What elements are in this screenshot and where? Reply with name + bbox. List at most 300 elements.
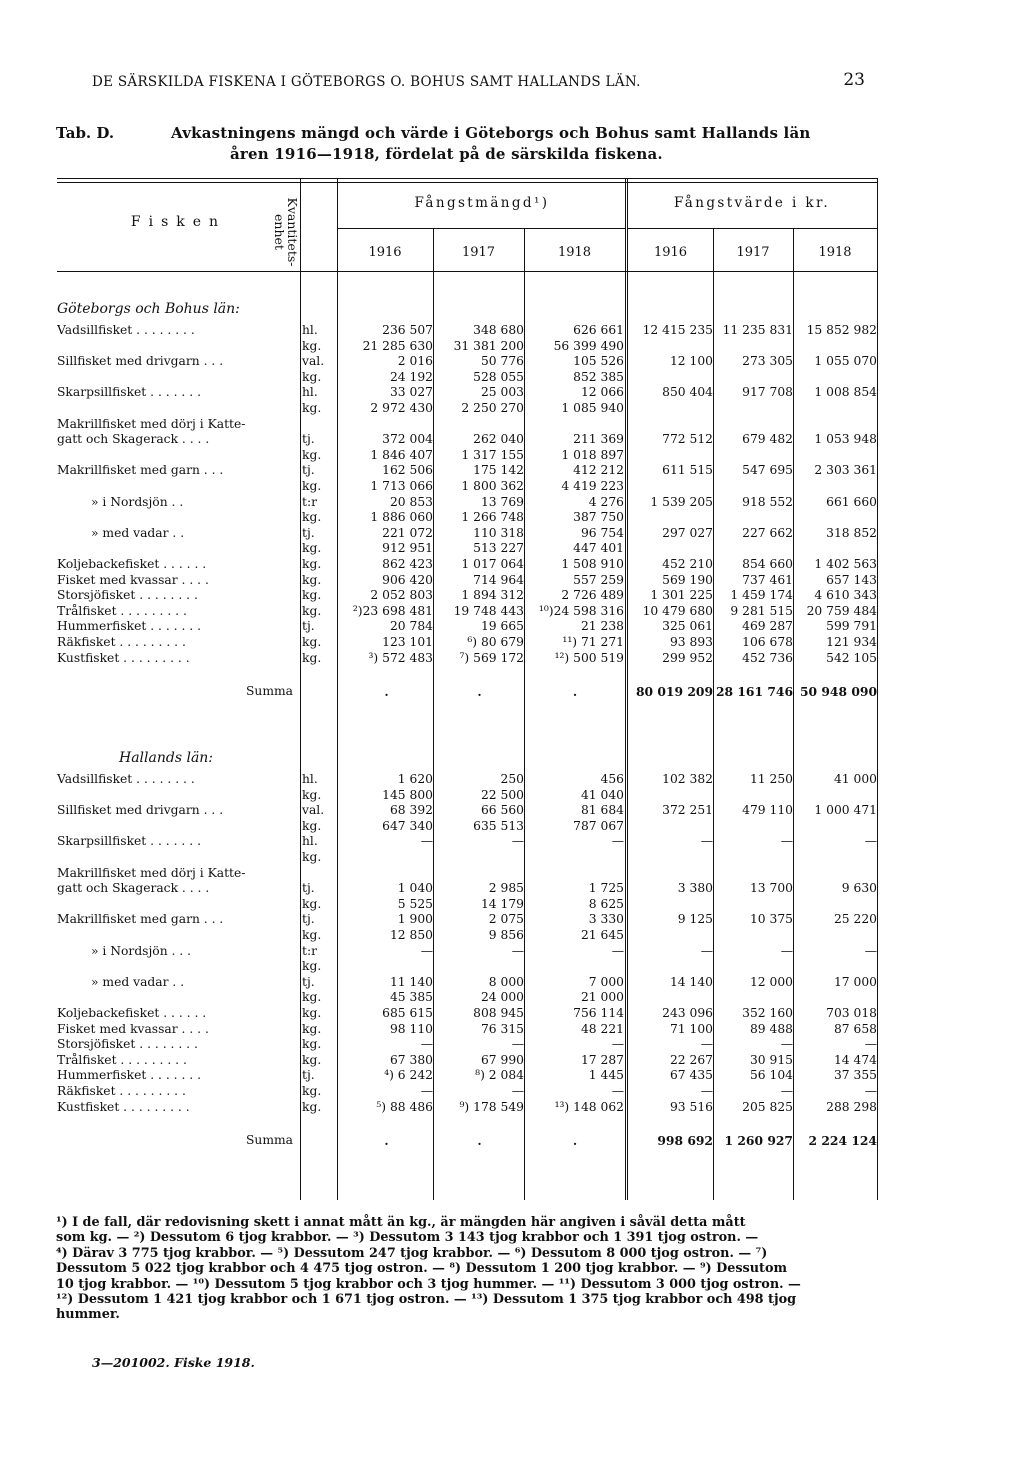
quantity-cell: 45 385 <box>389 990 433 1005</box>
value-cell: 89 488 <box>749 1021 793 1036</box>
summa-quantity-cell: . <box>477 1133 482 1149</box>
row-unit: val. <box>302 354 325 369</box>
value-cell: 4 610 343 <box>814 588 877 603</box>
quantity-cell: — <box>611 1084 624 1098</box>
value-cell: 14 140 <box>669 974 713 989</box>
quantity-cell: 1 508 910 <box>561 557 624 571</box>
quantity-cell: 262 040 <box>473 432 524 447</box>
value-cell: 10 479 680 <box>642 603 713 618</box>
value-cell: 1 539 205 <box>650 494 713 509</box>
quantity-cell: 756 114 <box>573 1006 624 1020</box>
quantity-cell: 9 856 <box>488 928 524 942</box>
footnote-line: ¹) I de fall, där redovisning skett i annat mått än kg., är mängden här angiven i såväl detta mått <box>56 1215 746 1230</box>
value-cell: 121 934 <box>826 635 877 649</box>
year-header: 1916 <box>653 245 688 260</box>
quantity-cell: 21 645 <box>580 928 624 942</box>
column-divider <box>433 228 434 1200</box>
value-cell: 288 298 <box>826 1099 877 1114</box>
row-unit: kg. <box>302 401 322 415</box>
quantity-cell: — <box>420 943 433 958</box>
quantity-cell: 1 846 407 <box>370 447 433 462</box>
quantity-cell: 7 000 <box>588 974 624 989</box>
quantity-cell: 1 085 940 <box>561 401 624 415</box>
quantity-cell: 21 238 <box>580 619 624 634</box>
table-label: Tab. D. <box>56 124 115 142</box>
value-cell: 106 678 <box>742 635 793 649</box>
row-label: Skarpsillfisket . . . . . . . <box>57 385 201 400</box>
row-unit: kg. <box>302 850 322 864</box>
row-unit: hl. <box>302 834 318 849</box>
row-label: Makrillfisket med dörj i Katte- <box>57 865 246 880</box>
value-cell: 10 375 <box>749 912 793 927</box>
quantity-cell: ³) 572 483 <box>368 650 433 665</box>
year-header: 1918 <box>557 245 592 260</box>
year-header: 1917 <box>736 245 770 260</box>
column-divider <box>524 228 525 1200</box>
row-unit: tj. <box>302 432 315 447</box>
quantity-cell: 98 110 <box>389 1021 433 1036</box>
quantity-cell: 13 769 <box>480 494 524 509</box>
row-label: Skarpsillfisket . . . . . . . <box>57 834 201 849</box>
row-label: Sillfisket med drivgarn . . . <box>57 354 224 369</box>
row-unit: kg. <box>302 447 322 462</box>
quantity-cell: 4 276 <box>588 494 624 509</box>
quantity-cell: 2 726 489 <box>561 588 624 603</box>
summa-value-cell: 1 260 927 <box>724 1133 793 1149</box>
row-unit: tj. <box>302 912 315 927</box>
year-header: 1916 <box>368 245 402 260</box>
quantity-cell: 447 401 <box>573 541 624 556</box>
row-label: » i Nordsjön . . . <box>91 943 192 958</box>
value-cell: 542 105 <box>826 650 877 665</box>
quantity-cell: 250 <box>500 772 524 786</box>
printer-imprint: 3—201002. Fiske 1918. <box>92 1355 255 1370</box>
row-label: Kustfisket . . . . . . . . . <box>57 650 190 665</box>
row-unit: tj. <box>302 881 315 896</box>
statistics-table <box>57 178 877 1200</box>
value-cell: 325 061 <box>662 619 713 634</box>
value-cell: 12 100 <box>669 354 713 369</box>
quantity-cell: 1 266 748 <box>461 510 524 525</box>
value-cell: 102 382 <box>662 772 713 786</box>
value-cell: 297 027 <box>662 525 713 540</box>
value-cell: — <box>700 834 713 849</box>
row-unit: tj. <box>302 619 315 634</box>
quantity-cell: 528 055 <box>473 369 524 384</box>
value-cell: 71 100 <box>669 1021 713 1036</box>
footnote-line: 10 tjog krabbor. — ¹⁰) Dessutom 5 tjog krabbor och 3 tjog hummer. — ¹¹) Dessutom 3 000 tjog ostron. — <box>56 1276 801 1292</box>
quantity-cell: ¹¹) 71 271 <box>562 635 624 649</box>
quantity-cell: 20 853 <box>389 494 433 509</box>
row-unit: hl. <box>302 385 318 400</box>
section-heading: Hallands län: <box>119 750 214 766</box>
footnotes <box>56 1215 886 1323</box>
quantity-cell: ¹⁰)24 598 316 <box>538 603 624 618</box>
value-cell: 1 000 471 <box>814 803 877 818</box>
quantity-cell: 2 075 <box>488 912 524 927</box>
value-cell: 67 435 <box>669 1068 713 1083</box>
quantity-cell: ⁷) 569 172 <box>459 650 524 665</box>
quantity-cell: ⁵) 88 486 <box>376 1099 433 1114</box>
value-cell: 1 402 563 <box>814 557 877 571</box>
table-top-rule-inner <box>57 182 877 183</box>
quantity-cell: 1 620 <box>397 772 433 786</box>
footnote-line: ⁴) Därav 3 775 tjog krabbor. — ⁵) Dessutom 247 tjog krabbor. — ⁶) Dessutom 8 000 tjog ostron. — ⁷) <box>56 1245 768 1261</box>
quantity-cell: 12 850 <box>389 928 433 942</box>
quantity-cell: 68 392 <box>389 803 433 818</box>
quantity-cell: — <box>511 1084 524 1098</box>
footnote-line: hummer. <box>56 1307 120 1323</box>
quantity-cell: 221 072 <box>382 525 433 540</box>
row-unit: kg. <box>302 369 322 384</box>
row-label: gatt och Skagerack . . . . <box>57 432 210 447</box>
row-unit: kg. <box>302 928 322 942</box>
quantity-cell: 66 560 <box>480 803 524 818</box>
row-label: Makrillfisket med garn . . . <box>57 912 224 927</box>
quantity-cell: — <box>420 1037 433 1052</box>
value-cell: 12 415 235 <box>642 323 713 337</box>
value-cell: — <box>864 1037 877 1052</box>
row-unit: kg. <box>302 479 322 493</box>
value-cell: 679 482 <box>742 432 793 447</box>
value-cell: 850 404 <box>662 385 713 400</box>
quantity-cell: 8 000 <box>488 974 524 989</box>
value-cell: 37 355 <box>833 1068 877 1083</box>
header-unit-line1: Kvantitets- <box>285 197 300 267</box>
quantity-cell: 2 052 803 <box>370 588 433 603</box>
quantity-cell: — <box>511 834 524 849</box>
quantity-cell: 67 990 <box>480 1052 524 1067</box>
row-label: Koljebackefisket . . . . . . <box>57 557 207 571</box>
quantity-cell: 11 140 <box>389 974 433 989</box>
row-label: Räkfisket . . . . . . . . . <box>57 1084 186 1098</box>
summa-quantity-cell: . <box>384 1133 389 1149</box>
row-unit: kg. <box>302 959 322 974</box>
row-unit: kg. <box>302 635 322 649</box>
value-cell: 20 759 484 <box>806 603 877 618</box>
column-divider <box>877 178 878 1200</box>
row-unit: tj. <box>302 525 315 540</box>
row-label: Fisket med kvassar . . . . <box>57 572 209 587</box>
row-label: Fisket med kvassar . . . . <box>57 1021 209 1036</box>
quantity-cell: 24 000 <box>480 990 524 1005</box>
row-unit: kg. <box>302 1037 322 1052</box>
quantity-cell: 2 972 430 <box>370 401 433 415</box>
quantity-cell: 236 507 <box>382 323 433 337</box>
row-label: Storsjöfisket . . . . . . . . <box>57 1037 198 1052</box>
value-cell: 11 235 831 <box>722 323 793 337</box>
value-cell: 3 380 <box>677 881 713 896</box>
quantity-cell: 145 800 <box>382 787 433 802</box>
row-unit: kg. <box>302 603 322 618</box>
section-heading: Göteborgs och Bohus län: <box>57 301 240 317</box>
quantity-cell: 50 776 <box>480 354 524 369</box>
value-cell: 30 915 <box>749 1052 793 1067</box>
summa-quantity-cell: . <box>572 684 578 700</box>
row-unit: t:r <box>302 943 317 958</box>
row-label: Storsjöfisket . . . . . . . . <box>57 588 198 603</box>
row-label: Hummerfisket . . . . . . . <box>57 1068 202 1083</box>
value-cell: 917 708 <box>742 385 793 400</box>
quantity-cell: 123 101 <box>382 635 433 649</box>
row-unit: tj. <box>302 463 315 478</box>
quantity-cell: 912 951 <box>382 541 433 556</box>
quantity-cell: 162 506 <box>382 463 433 478</box>
value-cell: 854 660 <box>742 557 793 571</box>
row-label: Hummerfisket . . . . . . . <box>57 619 202 634</box>
column-divider <box>793 228 794 1200</box>
quantity-cell: 20 784 <box>389 619 433 634</box>
value-cell: 611 515 <box>662 463 713 478</box>
quantity-cell: — <box>611 1037 624 1052</box>
value-cell: 9 281 515 <box>730 603 793 618</box>
quantity-cell: ¹²) 500 519 <box>554 650 624 665</box>
quantity-cell: 2 250 270 <box>461 401 524 415</box>
value-cell: 469 287 <box>742 619 793 634</box>
value-cell: 13 700 <box>749 881 793 896</box>
value-cell: 318 852 <box>826 525 877 540</box>
value-cell: 703 018 <box>826 1006 877 1020</box>
page-number: 23 <box>843 70 865 90</box>
quantity-cell: 175 142 <box>473 463 524 478</box>
quantity-cell: 557 259 <box>573 572 624 587</box>
value-cell: 9 630 <box>841 881 877 896</box>
quantity-cell: 25 003 <box>480 385 524 400</box>
value-cell: 1 459 174 <box>730 588 793 603</box>
row-label: » med vadar . . <box>91 525 185 540</box>
row-unit: hl. <box>302 772 318 786</box>
quantity-cell: 372 004 <box>382 432 433 447</box>
quantity-cell: 48 221 <box>580 1021 624 1036</box>
quantity-cell: 3 330 <box>588 912 624 927</box>
quantity-cell: 862 423 <box>382 557 433 571</box>
quantity-cell: 1 886 060 <box>370 510 433 525</box>
row-unit: kg. <box>302 541 322 556</box>
header-unit-line2: enhet <box>272 214 287 250</box>
value-cell: 569 190 <box>662 572 713 587</box>
quantity-cell: 5 525 <box>397 896 433 911</box>
table-title-line-2: åren 1916—1918, fördelat på de särskilda fiskena. <box>230 145 663 163</box>
quantity-cell: 412 212 <box>573 463 624 478</box>
value-cell: 227 662 <box>742 525 793 540</box>
row-unit: kg. <box>302 510 322 525</box>
value-cell: — <box>700 1084 713 1098</box>
summa-value-cell: 2 224 124 <box>808 1133 877 1149</box>
row-label: Trålfisket . . . . . . . . . <box>57 603 187 618</box>
quantity-cell: 21 285 630 <box>362 338 433 353</box>
row-unit: kg. <box>302 1021 322 1036</box>
quantity-cell: 714 964 <box>473 572 524 587</box>
quantity-cell: — <box>511 943 524 958</box>
table-title-line-1: Avkastningens mängd och värde i Göteborgs och Bohus samt Hallands län <box>171 124 811 142</box>
value-cell: — <box>780 834 793 849</box>
quantity-cell: 8 625 <box>588 896 624 911</box>
summa-quantity-cell: . <box>384 684 389 700</box>
row-unit: kg. <box>302 1006 322 1020</box>
quantity-cell: 1 445 <box>588 1068 624 1083</box>
quantity-cell: 105 526 <box>573 354 624 369</box>
quantity-cell: 1 713 066 <box>370 479 433 493</box>
quantity-cell: 635 513 <box>473 818 524 833</box>
value-cell: 56 104 <box>749 1068 793 1083</box>
quantity-cell: 852 385 <box>573 369 624 384</box>
value-cell: 352 160 <box>742 1006 793 1020</box>
row-unit: kg. <box>302 650 322 665</box>
value-cell: — <box>864 834 877 849</box>
quantity-cell: 1 017 064 <box>461 557 524 571</box>
quantity-cell: — <box>420 1084 433 1098</box>
header-fangstvarde: Fångstvärde i kr. <box>673 195 831 211</box>
value-cell: — <box>780 943 793 958</box>
row-label: gatt och Skagerack . . . . <box>57 881 210 896</box>
value-cell: 9 125 <box>677 912 713 927</box>
quantity-cell: 348 680 <box>473 323 524 337</box>
value-cell: 452 736 <box>742 650 793 665</box>
value-cell: 452 210 <box>662 557 713 571</box>
row-unit: kg. <box>302 1084 322 1098</box>
row-label: Makrillfisket med dörj i Katte- <box>57 416 246 431</box>
value-cell: 1 301 225 <box>650 588 713 603</box>
value-cell: 299 952 <box>662 650 713 665</box>
quantity-cell: ²)23 698 481 <box>352 603 433 618</box>
header-fangstmangd: Fångstmängd¹) <box>414 195 550 211</box>
quantity-cell: 22 500 <box>480 787 524 802</box>
quantity-cell: 14 179 <box>480 896 524 911</box>
quantity-cell: 96 754 <box>580 525 624 540</box>
quantity-cell: 4 419 223 <box>561 479 624 493</box>
column-divider <box>300 178 301 1200</box>
row-label: Trålfisket . . . . . . . . . <box>57 1052 187 1067</box>
quantity-cell: 808 945 <box>473 1006 524 1020</box>
row-label: Makrillfisket med garn . . . <box>57 463 224 478</box>
header-fisken: Fisken <box>130 214 227 230</box>
row-label: Räkfisket . . . . . . . . . <box>57 635 186 649</box>
row-unit: tj. <box>302 974 315 989</box>
row-label: Vadsillfisket . . . . . . . . <box>57 323 195 337</box>
value-cell: — <box>864 943 877 958</box>
summa-value-cell: 50 948 090 <box>799 684 877 700</box>
value-cell: 599 791 <box>826 619 877 634</box>
row-unit: tj. <box>302 1068 315 1083</box>
value-cell: 661 660 <box>826 494 877 509</box>
row-unit: kg. <box>302 572 322 587</box>
row-unit: kg. <box>302 896 322 911</box>
row-label: Sillfisket med drivgarn . . . <box>57 803 224 818</box>
quantity-cell: 12 066 <box>580 385 624 400</box>
value-cell: 25 220 <box>833 912 877 927</box>
value-cell: 12 000 <box>749 974 793 989</box>
quantity-cell: 19 748 443 <box>453 603 524 618</box>
quantity-cell: 1 018 897 <box>561 447 624 462</box>
row-label: Vadsillfisket . . . . . . . . <box>57 772 195 786</box>
quantity-cell: 21 000 <box>580 990 624 1005</box>
value-cell: — <box>700 943 713 958</box>
quantity-cell: 1 725 <box>588 881 624 896</box>
quantity-cell: 211 369 <box>573 432 624 447</box>
value-cell: 17 000 <box>833 974 877 989</box>
quantity-cell: ⁸) 2 084 <box>475 1068 524 1083</box>
quantity-cell: 24 192 <box>389 369 433 384</box>
value-cell: 479 110 <box>742 803 793 818</box>
row-unit: kg. <box>302 787 322 802</box>
quantity-cell: 31 381 200 <box>453 338 524 353</box>
value-cell: 1 053 948 <box>814 432 877 447</box>
footnote-line: som kg. — ²) Dessutom 6 tjog krabbor. — ³) Dessutom 3 143 tjog krabbor och 1 391 tjog ostron. — <box>56 1230 759 1246</box>
year-header: 1917 <box>461 245 496 260</box>
row-unit: val. <box>302 803 325 818</box>
row-unit: hl. <box>302 323 318 337</box>
value-cell: 243 096 <box>662 1006 713 1020</box>
value-cell: 273 305 <box>742 354 793 369</box>
quantity-cell: ⁹) 178 549 <box>459 1099 524 1114</box>
row-unit: kg. <box>302 818 322 833</box>
value-cell: 41 000 <box>833 772 877 786</box>
quantity-cell: — <box>611 943 624 958</box>
quantity-cell: 1 800 362 <box>461 479 524 493</box>
row-unit: kg. <box>302 1099 322 1114</box>
quantity-cell: 787 067 <box>573 818 624 833</box>
row-label: » i Nordsjön . . <box>91 494 184 509</box>
quantity-cell: 1 900 <box>397 912 433 927</box>
summa-value-cell: 80 019 209 <box>635 684 713 700</box>
quantity-cell: 685 615 <box>382 1006 433 1020</box>
row-unit: kg. <box>302 557 322 571</box>
summa-quantity-cell: . <box>477 684 482 700</box>
year-header: 1918 <box>818 245 852 260</box>
quantity-cell: 1 317 155 <box>461 447 524 462</box>
row-label: Koljebackefisket . . . . . . <box>57 1006 207 1020</box>
value-cell: 918 552 <box>742 494 793 509</box>
value-cell: 372 251 <box>662 803 713 818</box>
quantity-cell: 19 665 <box>480 619 524 634</box>
column-divider-double <box>625 178 628 1200</box>
quantity-cell: — <box>420 834 433 849</box>
summa-value-cell: 28 161 746 <box>715 684 793 700</box>
value-cell: 737 461 <box>742 572 793 587</box>
value-cell: — <box>780 1084 793 1098</box>
quantity-cell: 81 684 <box>580 803 624 818</box>
row-unit: kg. <box>302 1052 322 1067</box>
value-cell: — <box>864 1084 877 1098</box>
table-header-rule <box>57 271 877 272</box>
quantity-cell: 33 027 <box>389 385 433 400</box>
quantity-cell: 626 661 <box>573 323 624 337</box>
summa-quantity-cell: . <box>572 1133 578 1149</box>
value-cell: 22 267 <box>669 1052 713 1067</box>
quantity-cell: 2 985 <box>488 881 524 896</box>
value-cell: 657 143 <box>826 572 877 587</box>
quantity-cell: 1 040 <box>397 881 433 896</box>
value-cell: 93 516 <box>669 1099 713 1114</box>
value-cell: — <box>700 1037 713 1052</box>
summa-label: Summa <box>246 684 293 699</box>
quantity-cell: 647 340 <box>382 818 433 833</box>
row-unit: kg. <box>302 588 322 603</box>
quantity-cell: 456 <box>600 772 624 786</box>
quantity-cell: — <box>511 1037 524 1052</box>
value-cell: 2 303 361 <box>814 463 877 478</box>
value-cell: 11 250 <box>749 772 793 786</box>
summa-value-cell: 998 692 <box>657 1133 713 1149</box>
value-cell: 547 695 <box>742 463 793 478</box>
summa-label: Summa <box>246 1133 293 1148</box>
value-cell: 1 008 854 <box>814 385 877 400</box>
quantity-cell: 41 040 <box>580 787 624 802</box>
quantity-cell: 67 380 <box>389 1052 433 1067</box>
row-label: » med vadar . . <box>91 974 185 989</box>
quantity-cell: ¹³) 148 062 <box>554 1099 624 1114</box>
row-unit: kg. <box>302 338 322 353</box>
